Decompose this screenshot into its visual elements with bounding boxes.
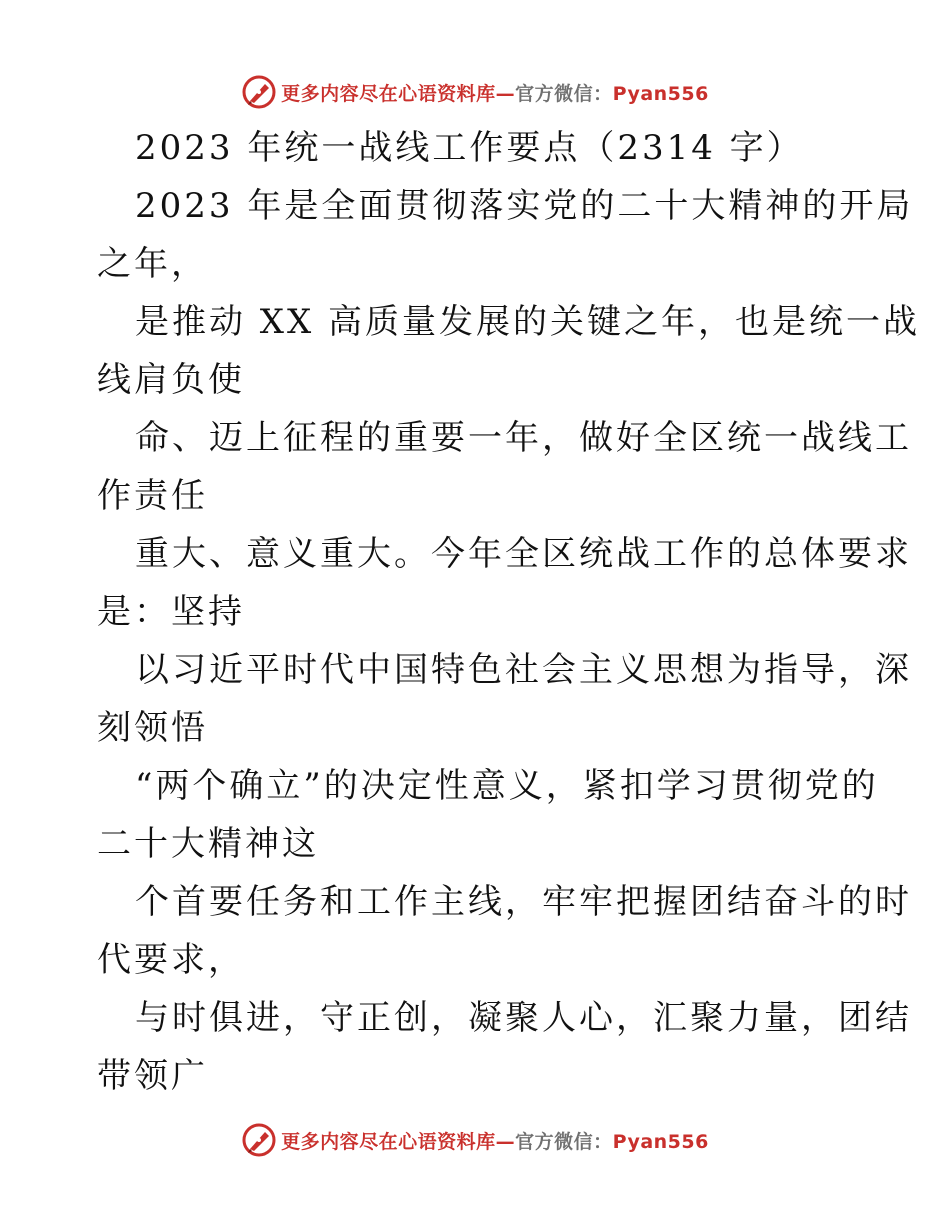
document-title: 2023 年统一战线工作要点（2314 字） — [135, 128, 804, 168]
watermark-text — [281, 79, 709, 106]
paragraph-line: 之年， — [97, 244, 208, 284]
watermark-account: Pyan556 — [612, 82, 709, 105]
watermark-separator: — — [495, 82, 516, 105]
watermark-label: 官方微信： — [515, 82, 613, 105]
paragraph-line: 命、迈上征程的重要一年，做好全区统一战线工 — [135, 418, 912, 458]
footer-watermark — [0, 1120, 950, 1160]
paragraph-line: 二十大精神这 — [97, 824, 319, 864]
paragraph-line: 线肩负使 — [97, 360, 245, 400]
paragraph-line: 代要求， — [97, 940, 245, 980]
paragraph-line: 作责任 — [97, 476, 208, 516]
paragraph-line: “两个确立”的决定性意义，紧扣学习贯彻党的 — [135, 766, 879, 806]
watermark-label: 官方微信： — [515, 1130, 613, 1153]
paragraph-line: 与时俱进，守正创，凝聚人心，汇聚力量，团结 — [135, 998, 912, 1038]
watermark-main: 更多内容尽在心语资料库 — [281, 1130, 496, 1153]
watermark-account: Pyan556 — [612, 1130, 709, 1153]
paragraph-line: 个首要任务和工作主线，牢牢把握团结奋斗的时 — [135, 882, 912, 922]
paragraph-line: 带领广 — [97, 1056, 208, 1096]
paragraph-line: 以习近平时代中国特色社会主义思想为指导，深 — [135, 650, 912, 690]
paragraph-line: 2023 年是全面贯彻落实党的二十大精神的开局 — [135, 186, 914, 226]
paragraph-line: 是推动 XX 高质量发展的关键之年，也是统一战 — [135, 302, 921, 342]
watermark-text — [281, 1127, 709, 1154]
pen-logo-icon — [241, 74, 277, 110]
paragraph-line: 刻领悟 — [97, 708, 208, 748]
watermark-main: 更多内容尽在心语资料库 — [281, 82, 496, 105]
pen-logo-icon — [241, 1122, 277, 1158]
header-watermark — [0, 72, 950, 112]
paragraph-line: 重大、意义重大。今年全区统战工作的总体要求 — [135, 534, 912, 574]
paragraph-line: 是：坚持 — [97, 592, 245, 632]
watermark-separator: — — [495, 1130, 516, 1153]
